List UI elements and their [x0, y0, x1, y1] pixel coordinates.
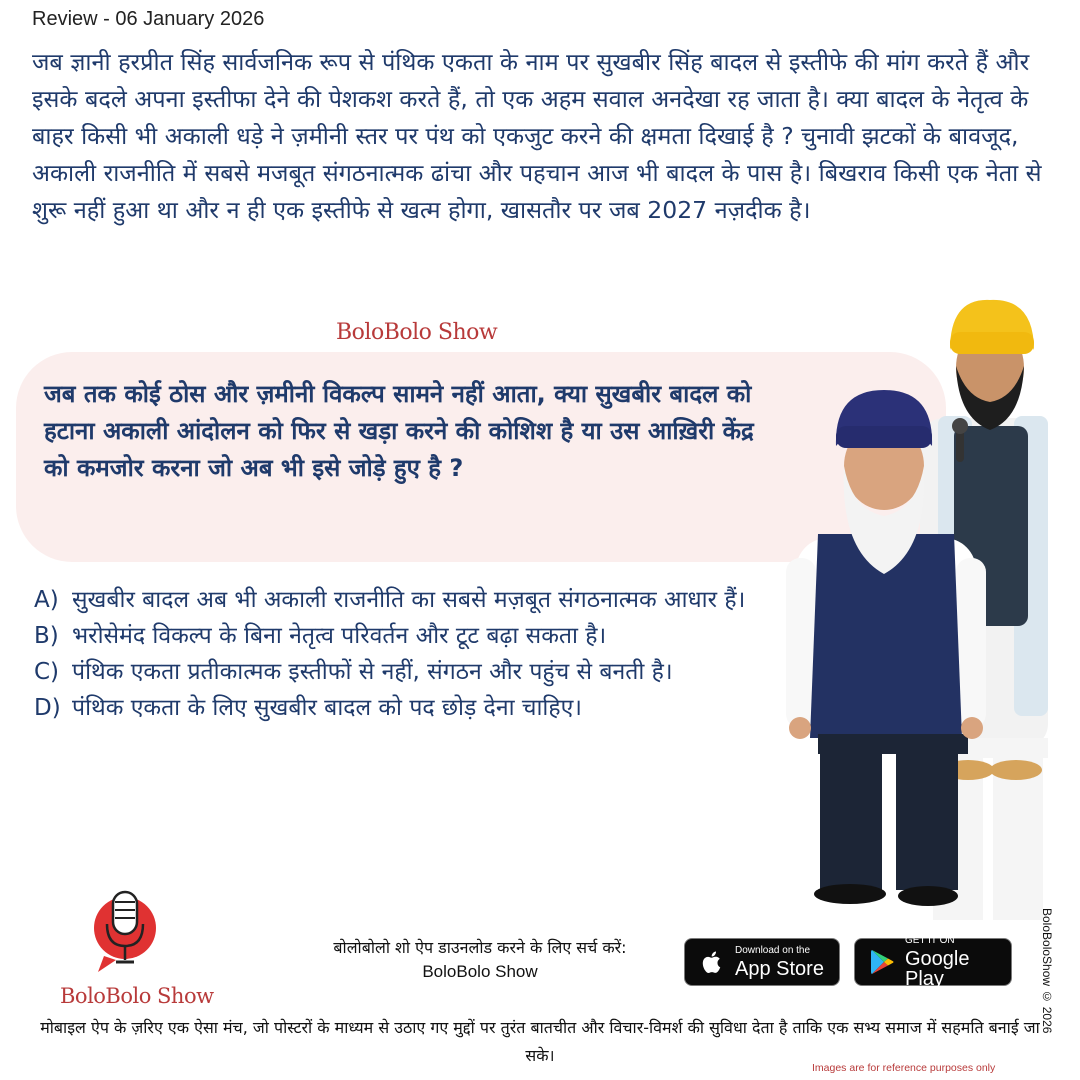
bolobolo-logo-icon — [92, 882, 158, 974]
review-date: Review - 06 January 2026 — [32, 8, 265, 30]
app-store-small: Download on the — [735, 944, 811, 956]
option-text: पंथिक एकता प्रतीकात्मक इस्तीफों से नहीं, संगठन और पहुंच से बनती है। — [72, 659, 673, 685]
intro-paragraph: जब ज्ञानी हरप्रीत सिंह सार्वजनिक रूप से पंथिक एकता के नाम पर सुखबीर सिंह बादल से इस्तीफे की मांग करते हैं और इसके बदले अपना इस्तीफा देने की पेशकश करते हैं, तो एक अहम सवाल अनदेखा रह जाता है। क्या बादल के नेतृत्व के बाहर किसी भी अकाली धड़े ने ज़मीनी स्तर पर पंथ को एकजुट करने की क्षमता दिखाई है ? चुनावी झटकों के बावजूद, अकाली राजनीति में सबसे मजबूत संगठनात्मक ढांचा और पहचान आज भी बादल के पास है। बिखराव किसी एक नेता से शुरू नहीं हुआ था और न ही एक इस्तीफे से खत्म होगा, खासतौर पर जब 2027 नज़दीक है। — [32, 48, 1042, 224]
apple-icon — [697, 947, 727, 977]
option-key: A) — [34, 587, 59, 613]
question-text: जब तक कोई ठोस और ज़मीनी विकल्प सामने नहीं आता, क्या सुखबीर बादल को हटाना अकाली आंदोलन को फिर से खड़ा करने की कोशिश है या उस आख़िरी केंद्र को कमजोर करना जो अब भी इसे जोड़े हुए है ? — [44, 380, 754, 482]
search-prompt: बोलोबोलो शो ऐप डाउनलोड करने के लिए सर्च करें: — [333, 938, 627, 957]
option-c[interactable] — [34, 654, 794, 690]
option-key: B) — [34, 623, 59, 649]
copyright-text: BoloBoloShow © 2026 — [1040, 908, 1054, 1034]
answer-options — [34, 582, 794, 726]
copyright-container — [1040, 908, 1064, 1068]
google-play-icon — [867, 947, 897, 977]
option-text: भरोसेमंद विकल्प के बिना नेतृत्व परिवर्तन और टूट बढ़ा सकता है। — [72, 623, 607, 649]
search-term: BoloBolo Show — [422, 962, 538, 981]
option-key: C) — [34, 659, 60, 685]
option-text: पंथिक एकता के लिए सुखबीर बादल को पद छोड़ देना चाहिए। — [72, 695, 583, 721]
google-play-big: Google Play — [905, 947, 970, 990]
app-store-big: App Store — [735, 957, 824, 980]
app-store-button[interactable] — [684, 938, 840, 986]
option-text: सुखबीर बादल अब भी अकाली राजनीति का सबसे मज़बूत संगठनात्मक आधार हैं। — [72, 587, 746, 613]
option-d[interactable] — [34, 690, 794, 726]
google-play-button[interactable] — [854, 934, 1012, 990]
image-disclaimer: Images are for reference purposes only — [812, 1062, 996, 1074]
option-b[interactable] — [34, 618, 794, 654]
leaders-illustration — [778, 298, 1078, 920]
watermark-brand: BoloBolo Show — [336, 320, 498, 345]
option-a[interactable] — [34, 582, 794, 618]
platform-description: मोबाइल ऐप के ज़रिए एक ऐसा मंच, जो पोस्टरों के माध्यम से उठाए गए मुद्दों पर तुरंत बातचीत और विचार-विमर्श की सुविधा देता है ताकि एक सभ्य समाज में सहमति बनाई जा सके। — [40, 1018, 1040, 1065]
google-play-small: GET IT ON — [905, 934, 955, 946]
option-key: D) — [34, 695, 61, 721]
bolobolo-logo-text: BoloBolo Show — [60, 984, 214, 1008]
